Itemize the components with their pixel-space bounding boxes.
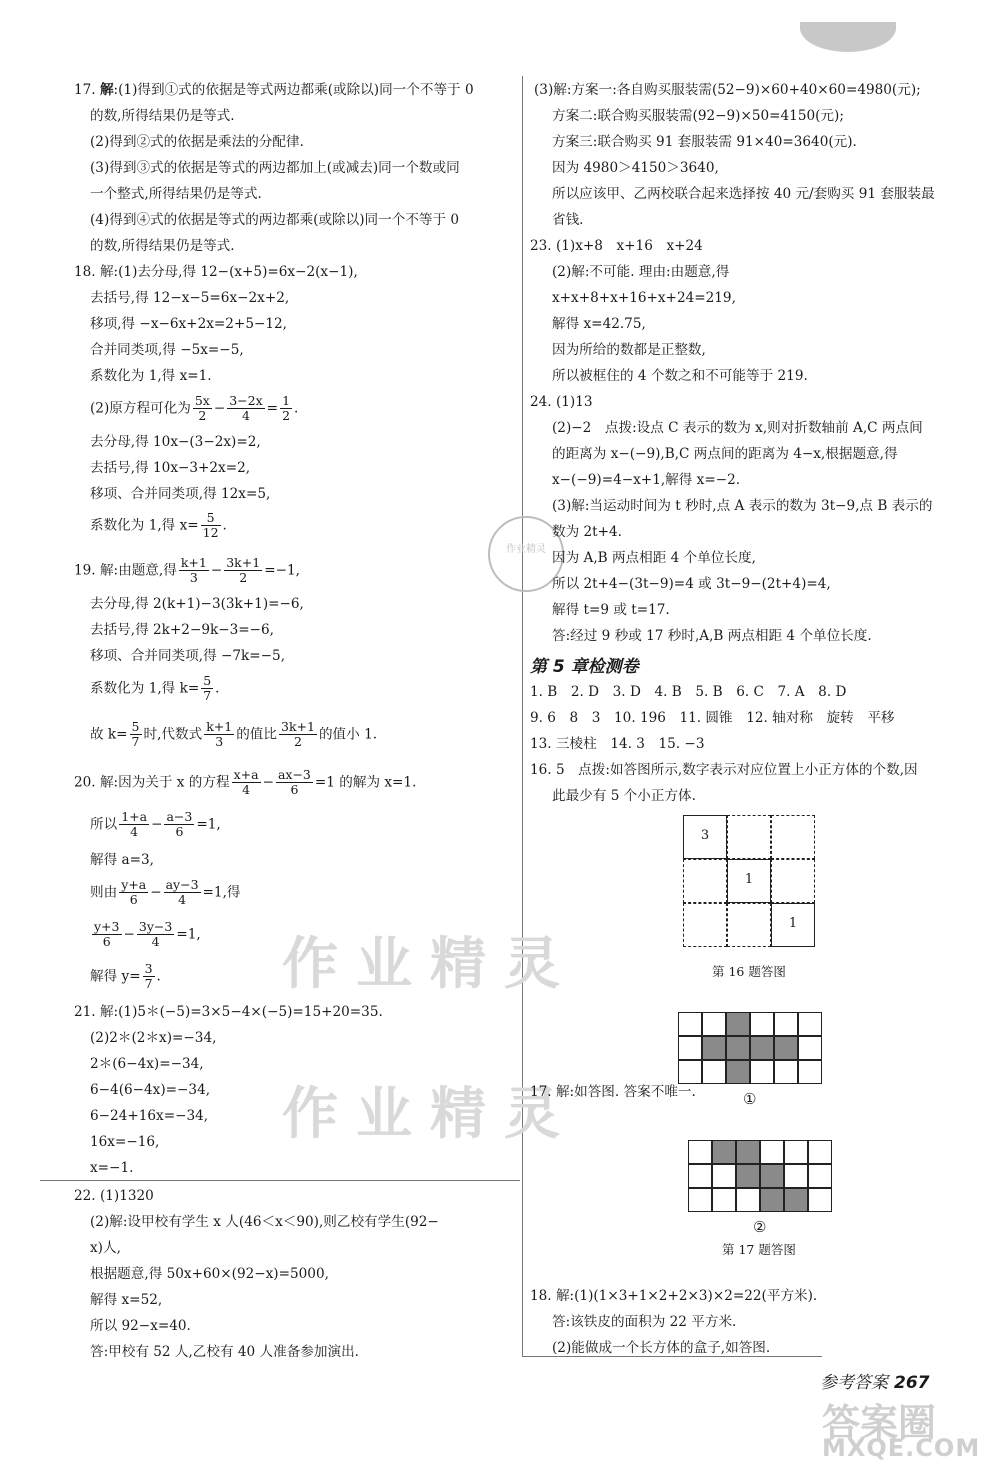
fig17-cell [774, 1060, 798, 1084]
q24-line-3: x−(−9)=4−x+1,解得 x=−2. [552, 472, 741, 488]
q19-line-0: 19. 解:由题意,得 $\frac{k+1}{3}$ − $\frac{3k+1}{2}$ =−1, [74, 555, 300, 586]
fig17-cell [808, 1164, 832, 1188]
fig17-cell [712, 1164, 736, 1188]
fig17-cell [784, 1188, 808, 1212]
watermark-1: 作业精灵 [282, 932, 578, 997]
q24-line-0: 24. (1)13 [530, 394, 593, 410]
fig16-cell [727, 903, 771, 947]
q21-line-2: 2＊(6−4x)=−34, [90, 1056, 204, 1072]
q21-line-5: 16x=−16, [90, 1134, 160, 1150]
fig17-cell [736, 1140, 760, 1164]
q18-line-2: 移项,得 −x−6x+2x=2+5−12, [90, 316, 287, 332]
q24-line-2: 的距离为 x−(−9),B,C 两点间的距离为 4−x,根据题意,得 [552, 446, 898, 462]
q17-line-5: (4)得到④式的依据是等式的两边都乘(或除以)同一个不等于 0 [90, 212, 460, 228]
column-divider [522, 76, 523, 1356]
section-title: 第 5 章检测卷 [530, 657, 639, 677]
q18r-line-1: 答:该铁皮的面积为 22 平方米. [552, 1314, 737, 1330]
answers-line-0: 1. B 2. D 3. D 4. B 5. B 6. C 7. A 8. D [530, 684, 847, 700]
fraction: $\frac{a-3}{6}$ [166, 809, 193, 840]
q22-line-4: 解得 x=52, [90, 1292, 163, 1308]
fraction: $\frac{5}{7}$ [203, 673, 212, 704]
q23-line-5: 所以被框住的 4 个数之和不可能等于 219. [552, 368, 808, 384]
fig17-cell [702, 1036, 726, 1060]
q24-line-5: 数为 2t+4. [552, 524, 622, 540]
fig17-cell [726, 1036, 750, 1060]
corner-url: MXQE.COM [822, 1434, 981, 1462]
top-decoration [800, 22, 896, 52]
q23-line-4: 因为所给的数都是正整数, [552, 342, 706, 358]
q22c-line-2: 方案三:联合购买 91 套服装需 91×40=3640(元). [552, 134, 857, 150]
q17-line-4: 一个整式,所得结果仍是等式. [90, 186, 262, 202]
fraction: $\frac{y+3}{6}$ [94, 919, 120, 950]
fig17-cell [784, 1164, 808, 1188]
q22c-line-0: (3)解:方案一:各自购买服装需(52−9)×60+40×60=4980(元); [534, 82, 921, 98]
q21-line-3: 6−4(6−4x)=−34, [90, 1082, 211, 1098]
q23-line-3: 解得 x=42.75, [552, 316, 646, 332]
fig17-cell [774, 1012, 798, 1036]
q19-line-1: 去分母,得 2(k+1)−3(3k+1)=−6, [90, 596, 304, 612]
fraction: $\frac{5x}{2}$ [194, 393, 210, 424]
answers-line-4: 此最少有 5 个小正方体. [552, 788, 696, 804]
fig16-cell: 1 [771, 903, 815, 947]
fig17-cell [750, 1012, 774, 1036]
q17-line-0: 17. 解:(1)得到①式的依据是等式两边都乘(或除以)同一个不等于 0 [74, 82, 474, 98]
fig16-cell [683, 903, 727, 947]
q18r-line-0: 18. 解:(1)(1×3+1×2+2×3)×2=22(平方米). [530, 1288, 818, 1304]
fig17-cell [736, 1164, 760, 1188]
fig16-cell: 1 [727, 859, 771, 903]
fraction: $\frac{k+1}{3}$ [206, 719, 233, 750]
fraction: $\frac{3k+1}{2}$ [281, 719, 315, 750]
fraction: $\frac{x+a}{4}$ [233, 767, 259, 798]
fig16-cell [683, 859, 727, 903]
q24-line-4: (3)解:当运动时间为 t 秒时,点 A 表示的数为 3t−9,点 B 表示的 [552, 498, 933, 514]
page-number: 267 [894, 1373, 930, 1393]
right-separator [522, 1356, 822, 1357]
watermark-2: 作业精灵 [282, 1082, 578, 1147]
q18r-line-2: (2)能做成一个长方体的盒子,如答图. [552, 1340, 771, 1356]
fraction: $\frac{y+a}{6}$ [121, 877, 147, 908]
fig16-cell [771, 859, 815, 903]
fraction: $\frac{5}{7}$ [131, 719, 140, 750]
left-separator [40, 1180, 520, 1181]
q22c-line-4: 所以应该甲、乙两校联合起来选择按 40 元/套购买 91 套服装最 [552, 186, 935, 202]
q24-line-9: 答:经过 9 秒或 17 秒时,A,B 两点相距 4 个单位长度. [552, 628, 872, 644]
q20-line-2: 解得 a=3, [90, 852, 154, 868]
q22-line-5: 所以 92−x=40. [90, 1318, 191, 1334]
q20-line-3: 则由 $\frac{y+a}{6}$ − $\frac{ay-3}{4}$ =1,得 [90, 877, 241, 908]
footer [820, 1368, 930, 1393]
fig16-caption: 第 16 题答图 [712, 964, 786, 979]
q19-line-4: 系数化为 1,得 k= $\frac{5}{7}$ . [90, 673, 220, 704]
stamp: 作业精灵 [488, 516, 564, 592]
q18-line-6: 去分母,得 10x−(3−2x)=2, [90, 434, 261, 450]
fig17-cell [726, 1060, 750, 1084]
q17-line-2: (2)得到②式的依据是乘法的分配律. [90, 134, 304, 150]
q18-line-8: 移项、合并同类项,得 12x=5, [90, 486, 271, 502]
fraction: $\frac{ay-3}{4}$ [165, 877, 199, 908]
q24-line-8: 解得 t=9 或 t=17. [552, 602, 670, 618]
q23-line-2: x+x+8+x+16+x+24=219, [552, 290, 736, 306]
q18-line-7: 去括号,得 10x−3+2x=2, [90, 460, 251, 476]
fraction: $\frac{5}{12}$ [202, 510, 219, 541]
fig17-cell [678, 1036, 702, 1060]
fraction: $\frac{1+a}{4}$ [121, 809, 148, 840]
fig17-cell [712, 1188, 736, 1212]
q18-line-1: 去括号,得 12−x−5=6x−2x+2, [90, 290, 290, 306]
q21-line-1: (2)2＊(2＊x)=−34, [90, 1030, 217, 1046]
q22-line-2: x)人, [90, 1240, 121, 1256]
q18-line-3: 合并同类项,得 −5x=−5, [90, 342, 244, 358]
fig17-label-1: ① [743, 1090, 757, 1108]
fig17-caption: 第 17 题答图 [722, 1242, 796, 1257]
q22c-line-3: 因为 4980＞4150＞3640, [552, 160, 719, 176]
q22c-line-5: 省钱. [552, 212, 584, 228]
q21-line-0: 21. 解:(1)5＊(−5)=3×5−4×(−5)=15+20=35. [74, 1004, 383, 1020]
fraction: $\frac{3-2x}{4}$ [229, 393, 263, 424]
q22-line-6: 答:甲校有 52 人,乙校有 40 人准备参加演出. [90, 1344, 360, 1360]
fig17-cell [688, 1188, 712, 1212]
q18-line-4: 系数化为 1,得 x=1. [90, 368, 212, 384]
fig17-cell [678, 1012, 702, 1036]
q19-line-2: 去括号,得 2k+2−9k−3=−6, [90, 622, 275, 638]
fig17-cell [750, 1036, 774, 1060]
fig17-cell [736, 1188, 760, 1212]
q17-line-3: (3)得到③式的依据是等式的两边都加上(或减去)同一个数或同 [90, 160, 460, 176]
q19-line-5: 故 k= $\frac{5}{7}$ 时,代数式 $\frac{k+1}{3}$ 的值比 $\frac{3k+1}{2}$ 的值小 1. [90, 719, 378, 750]
fig17-cell [750, 1060, 774, 1084]
fig17-cell [760, 1164, 784, 1188]
q20-line-0: 20. 解:因为关于 x 的方程 $\frac{x+a}{4}$ − $\frac{ax-3}{6}$ =1 的解为 x=1. [74, 767, 417, 798]
fig17-cell [774, 1036, 798, 1060]
q20-line-1: 所以 $\frac{1+a}{4}$ − $\frac{a-3}{6}$ =1, [90, 809, 221, 840]
fraction: $\frac{3y-3}{4}$ [138, 919, 173, 950]
q22c-line-1: 方案二:联合购买服装需(92−9)×50=4150(元); [552, 108, 844, 124]
q20-line-5: 解得 y= $\frac{3}{7}$ . [90, 961, 161, 992]
fraction: $\frac{k+1}{3}$ [180, 555, 207, 586]
fraction: $\frac{3}{7}$ [144, 961, 153, 992]
fig16-cell [727, 815, 771, 859]
q24-line-1: (2)−2 点拨:设点 C 表示的数为 x,则对折数轴前 A,C 两点间 [552, 420, 923, 436]
figure-16 [683, 815, 819, 951]
fig16-cell: 3 [683, 815, 727, 859]
q22-line-0: 22. (1)1320 [74, 1188, 154, 1204]
q18-line-0: 18. 解:(1)去分母,得 12−(x+5)=6x−2(x−1), [74, 264, 358, 280]
fig17-cell [702, 1060, 726, 1084]
answers-line-2: 13. 三棱柱 14. 3 15. −3 [530, 736, 705, 752]
q21-line-4: 6−24+16x=−34, [90, 1108, 209, 1124]
fig17-cell [702, 1012, 726, 1036]
q24-line-7: 所以 2t+4−(3t−9)=4 或 3t−9−(2t+4)=4, [552, 576, 831, 592]
fig17-cell [808, 1188, 832, 1212]
q22-line-3: 根据题意,得 50x+60×(92−x)=5000, [90, 1266, 329, 1282]
q19-line-3: 移项、合并同类项,得 −7k=−5, [90, 648, 286, 664]
answers-line-1: 9. 6 8 3 10. 196 11. 圆锥 12. 轴对称 旋转 平移 [530, 710, 895, 726]
fig17-cell [798, 1012, 822, 1036]
q24-line-6: 因为 A,B 两点相距 4 个单位长度, [552, 550, 756, 566]
footer-label: 参考答案 [820, 1373, 888, 1393]
q23-line-0: 23. (1)x+8 x+16 x+24 [530, 238, 703, 254]
fraction: $\frac{3k+1}{2}$ [226, 555, 261, 586]
fig17-cell [726, 1012, 750, 1036]
figure-17-1 [678, 1012, 822, 1084]
fig16-cell [771, 815, 815, 859]
q20-line-4: $\frac{y+3}{6}$ − $\frac{3y-3}{4}$ =1, [94, 919, 201, 950]
q17-line-6: 的数,所得结果仍是等式. [90, 238, 235, 254]
fig17-cell [712, 1140, 736, 1164]
q22-line-1: (2)解:设甲校有学生 x 人(46＜x＜90),则乙校有学生(92− [90, 1214, 439, 1230]
q18-line-9: 系数化为 1,得 x= $\frac{5}{12}$ . [90, 510, 227, 541]
q23-line-1: (2)解:不可能. 理由:由题意,得 [552, 264, 730, 280]
q18-line-5: (2)原方程可化为 $\frac{5x}{2}$ − $\frac{3-2x}{4}$ = $\frac{1}{2}$ . [90, 393, 299, 424]
fig17-label-2: ② [753, 1218, 767, 1236]
fig17-cell [798, 1036, 822, 1060]
fig17-cell [678, 1060, 702, 1084]
fig17-cell [760, 1188, 784, 1212]
q17r-line: 17. 解:如答图. 答案不唯一. [530, 1084, 696, 1100]
q21-line-6: x=−1. [90, 1160, 134, 1176]
figure-17-2 [688, 1140, 832, 1212]
fig17-cell [688, 1140, 712, 1164]
fig17-cell [798, 1060, 822, 1084]
fig17-cell [688, 1164, 712, 1188]
fraction: $\frac{ax-3}{6}$ [277, 767, 311, 798]
corner-logo: 答案圈 [822, 1401, 937, 1445]
fig17-cell [784, 1140, 808, 1164]
answers-line-3: 16. 5 点拨:如答图所示,数字表示对应位置上小正方体的个数,因 [530, 762, 918, 778]
q17-line-1: 的数,所得结果仍是等式. [90, 108, 235, 124]
fraction: $\frac{1}{2}$ [282, 393, 291, 424]
fig17-cell [760, 1140, 784, 1164]
fig17-cell [808, 1140, 832, 1164]
